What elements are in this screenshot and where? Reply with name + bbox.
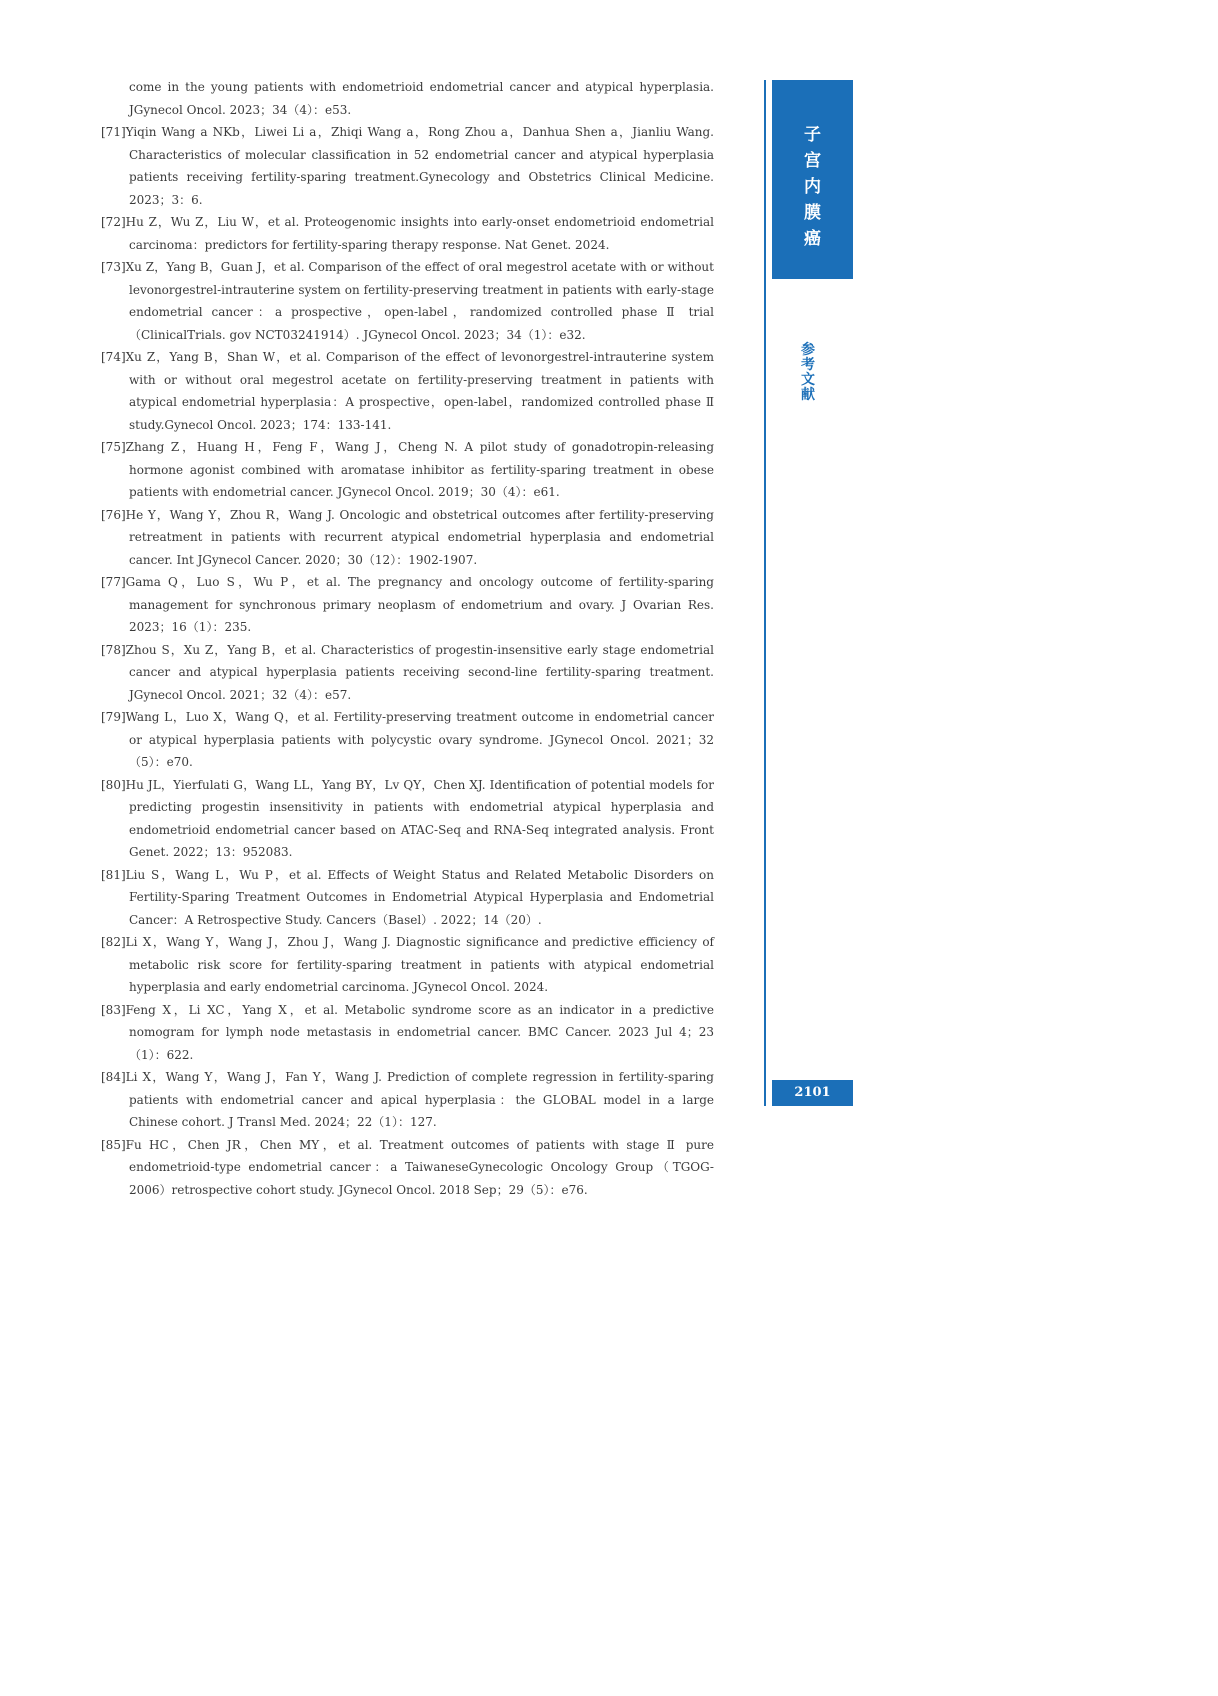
reference-continuation: come in the young patients with endometrioid endometrial cancer and atypical hyperplasia. JGynecol Oncol. 2023；34（4）：e53. [129,80,714,117]
reference-item: [82]Li X，Wang Y，Wang J，Zhou J，Wang J. Diagnostic significance and predictive efficiency of metabolic risk score for fertility-sparing treatment in patients with atypical endometrial hyperplasia and early endometrial carcinoma. JGynecol Oncol. 2024. [101,935,714,994]
chapter-tab [772,80,853,279]
reference-item: [83]Feng X，Li XC，Yang X，et al. Metabolic syndrome score as an indicator in a predictive nomogram for lymph node metastasis in endometrial cancer. BMC Cancer. 2023 Jul 4；23（1）：622. [101,1002,714,1062]
reference-item: [71]Yiqin Wang a NKb，Liwei Li a，Zhiqi Wang a，Rong Zhou a，Danhua Shen a，Jianliu Wang. Characteristics of molecular classification in 52 endometrial cancer and atypical hyperplasia patients receiving fertility-sparing treatment.Gynecology and Obstetrics Clinical Medicine. 2023；3：6. [101,125,714,207]
reference-item: [78]Zhou S，Xu Z，Yang B，et al. Characteristics of progestin-insensitive early stage endometrial cancer and atypical hyperplasia patients receiving second-line fertility-sparing treatment. JGynecol Oncol. 2021；32（4）：e57. [101,642,714,702]
reference-item: [75]Zhang Z，Huang H，Feng F，Wang J，Cheng N. A pilot study of gonadotropin-releasing hormone agonist combined with aromatase inhibitor as fertility-sparing treatment in obese patients with endometrial cancer. JGynecol Oncol. 2019；30（4）：e61. [101,440,714,499]
reference-item: [72]Hu Z，Wu Z，Liu W，et al. Proteogenomic insights into early-onset endometrioid endometrial carcinoma：predictors for fertility-sparing therapy response. Nat Genet. 2024. [101,215,714,252]
reference-item: [74]Xu Z，Yang B，Shan W，et al. Comparison of the effect of levonorgestrel-intrauterine system with or without oral megestrol acetate on fertility-preserving treatment in patients with atypical endometrial hyperplasia：A prospective，open-label，randomized controlled phase Ⅱ study.Gynecol Oncol. 2023；174：133-141. [101,350,714,432]
page-number: 2101 [772,1080,853,1106]
reference-item: [85]Fu HC，Chen JR，Chen MY，et al. Treatment outcomes of patients with stage Ⅱ pure endometrioid-type endometrial cancer：a TaiwaneseGynecologic Oncology Group（TGOG-2006）retrospective cohort study. JGynecol Oncol. 2018 Sep；29（5）：e76. [101,1137,714,1197]
reference-item: [80]Hu JL，Yierfulati G，Wang LL，Yang BY，Lv QY，Chen XJ. Identification of potential models for predicting progestin insensitivity in patients with endometrial atypical hyperplasia and endometrioid endometrial cancer based on ATAC-Seq and RNA-Seq integrated analysis. Front Genet. 2022；13：952083. [101,777,714,859]
reference-item: [73]Xu Z，Yang B，Guan J，et al. Comparison of the effect of oral megestrol acetate with or without levonorgestrel-intrauterine system on fertility-preserving treatment in patients with early-stage endometrial cancer：a prospective，open-label，randomized controlled phase Ⅱ trial（ClinicalTrials. gov NCT03241914）. JGynecol Oncol. 2023；34（1）：e32. [101,260,714,342]
section-title: 参 考 文 献 [801,342,815,403]
reference-list [101,76,714,1201]
reference-item: [84]Li X，Wang Y，Wang J，Fan Y，Wang J. Prediction of complete regression in fertility-sparing patients with endometrial cancer and apical hyperplasia：the GLOBAL model in a large Chinese cohort. J Transl Med. 2024；22（1）：127. [101,1070,714,1129]
reference-item: [81]Liu S，Wang L，Wu P，et al. Effects of Weight Status and Related Metabolic Disorders on Fertility-Sparing Treatment Outcomes in Endometrial Atypical Hyperplasia and Endometrial Cancer：A Retrospective Study. Cancers（Basel）. 2022；14（20）. [101,867,714,927]
reference-item: [76]He Y，Wang Y，Zhou R，Wang J. Oncologic and obstetrical outcomes after fertility-preserving retreatment in patients with recurrent atypical endometrial hyperplasia and endometrial cancer. Int JGynecol Cancer. 2020；30（12）：1902-1907. [101,507,714,567]
reference-item: [77]Gama Q，Luo S，Wu P，et al. The pregnancy and oncology outcome of fertility-sparing management for synchronous primary neoplasm of endometrium and ovary. J Ovarian Res. 2023；16（1）：235. [101,575,714,634]
reference-item: [79]Wang L，Luo X，Wang Q，et al. Fertility-preserving treatment outcome in endometrial cancer or atypical hyperplasia patients with polycystic ovary syndrome. JGynecol Oncol. 2021；32（5）：e70. [101,710,714,769]
chapter-title: 子 宫 内 膜 癌 [804,125,821,249]
sidebar-divider [764,80,766,1106]
